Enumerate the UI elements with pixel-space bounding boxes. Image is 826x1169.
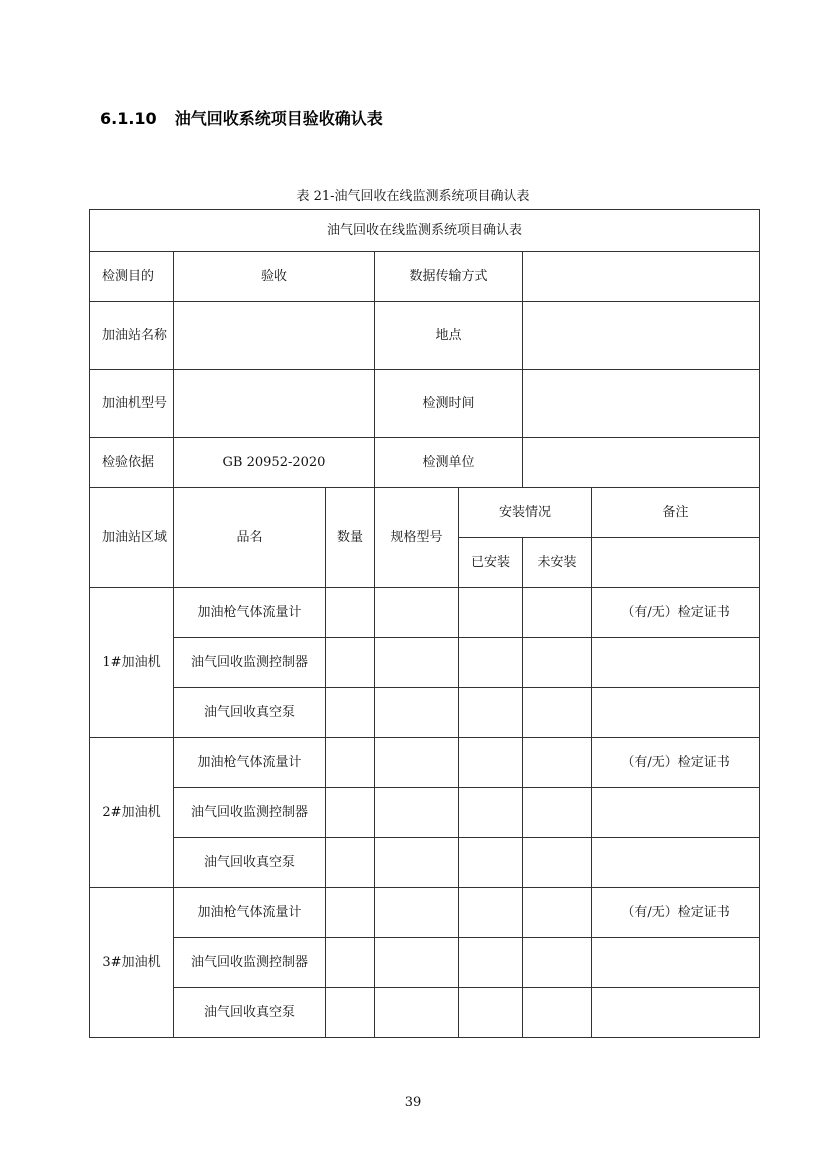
unit-label: 检测单位 [375,438,523,488]
spec-cell [375,688,459,738]
spec-cell [375,738,459,788]
table-row [90,788,760,838]
header-remark-blank [592,538,760,588]
table-row [90,938,760,988]
table-row [90,988,760,1038]
not-installed-cell [523,838,592,888]
remark-cell [592,688,760,738]
station-value [174,302,375,370]
table-row [90,738,760,788]
spec-cell [375,638,459,688]
table-row [90,638,760,688]
location-label: 地点 [375,302,523,370]
spec-cell [375,838,459,888]
spec-cell [375,988,459,1038]
section-title: 油气回收系统项目验收确认表 [174,109,383,128]
installed-cell [459,938,523,988]
table-title: 油气回收在线监测系统项目确认表 [90,210,760,252]
remark-cell [592,788,760,838]
spec-cell [375,938,459,988]
basis-label: 检验依据 [90,438,174,488]
spec-cell [375,788,459,838]
installed-cell [459,738,523,788]
not-installed-cell [523,738,592,788]
not-installed-cell [523,938,592,988]
remark-cell [592,838,760,888]
product-cell: 油气回收真空泵 [174,688,326,738]
not-installed-cell [523,688,592,738]
product-cell: 油气回收监测控制器 [174,788,326,838]
page-number: 39 [404,1095,422,1110]
table-caption: 表 21-油气回收在线监测系统项目确认表 [296,189,530,204]
spec-cell [375,888,459,938]
transfer-value [523,252,760,302]
table-row [90,688,760,738]
product-cell: 油气回收真空泵 [174,988,326,1038]
dispenser-model-label: 加油机型号 [90,370,174,438]
header-installed: 已安装 [459,538,523,588]
basis-value: GB 20952-2020 [174,438,375,488]
table-row [90,888,760,938]
remark-cell: （有/无）检定证书 [592,888,760,938]
station-label: 加油站名称 [90,302,174,370]
installed-cell [459,638,523,688]
header-product: 品名 [174,488,326,588]
dispenser-model-value [174,370,375,438]
header-spec: 规格型号 [375,488,459,588]
header-not-installed: 未安装 [523,538,592,588]
time-label: 检测时间 [375,370,523,438]
table-row [90,838,760,888]
transfer-label: 数据传输方式 [375,252,523,302]
unit-value [523,438,760,488]
table-row [90,588,760,638]
remark-cell: （有/无）检定证书 [592,588,760,638]
header-area: 加油站区域 [90,488,174,588]
header-remark: 备注 [592,488,760,538]
quantity-cell [326,938,375,988]
product-cell: 加油枪气体流量计 [174,888,326,938]
remark-cell [592,638,760,688]
not-installed-cell [523,638,592,688]
section-heading [100,106,383,129]
product-cell: 油气回收监测控制器 [174,938,326,988]
installed-cell [459,888,523,938]
remark-cell [592,938,760,988]
area-cell: 1#加油机 [90,588,174,738]
section-number: 6.1.10 [100,109,157,128]
installed-cell [459,688,523,738]
quantity-cell [326,688,375,738]
area-cell: 2#加油机 [90,738,174,888]
not-installed-cell [523,788,592,838]
quantity-cell [326,738,375,788]
remark-cell [592,988,760,1038]
quantity-cell [326,988,375,1038]
purpose-label: 检测目的 [90,252,174,302]
product-cell: 油气回收真空泵 [174,838,326,888]
purpose-value: 验收 [174,252,375,302]
area-cell: 3#加油机 [90,888,174,1038]
quantity-cell [326,638,375,688]
installed-cell [459,588,523,638]
quantity-cell [326,588,375,638]
not-installed-cell [523,988,592,1038]
time-value [523,370,760,438]
installed-cell [459,838,523,888]
quantity-cell [326,838,375,888]
not-installed-cell [523,888,592,938]
header-quantity: 数量 [326,488,375,588]
quantity-cell [326,788,375,838]
quantity-cell [326,888,375,938]
installed-cell [459,988,523,1038]
product-cell: 加油枪气体流量计 [174,738,326,788]
location-value [523,302,760,370]
remark-cell: （有/无）检定证书 [592,738,760,788]
product-cell: 加油枪气体流量计 [174,588,326,638]
product-cell: 油气回收监测控制器 [174,638,326,688]
spec-cell [375,588,459,638]
not-installed-cell [523,588,592,638]
acceptance-table [89,209,760,1038]
installed-cell [459,788,523,838]
header-install: 安装情况 [459,488,592,538]
